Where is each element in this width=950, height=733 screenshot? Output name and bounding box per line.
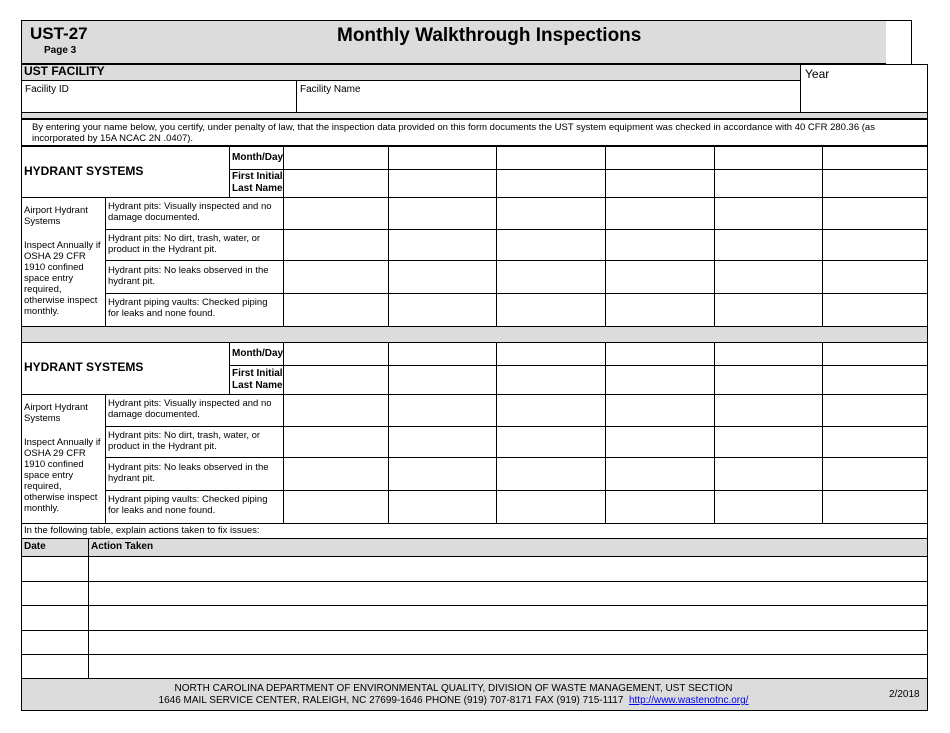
certification-text: By entering your name below, you certify, under penalty of law, that the inspection data provided on this form documents the UST system equipment was checked in accordance with 40 CFR 280.36 (as incorporated by 15A NCAC 2N .0407). <box>32 122 875 144</box>
footer-contact <box>21 695 886 707</box>
facility-name-field[interactable] <box>296 80 801 113</box>
action-column-header: Action Taken <box>91 541 154 552</box>
name-label-line2: Last Name <box>232 380 283 391</box>
inspection-item: Hydrant pits: No leaks observed in the hydrant pit. <box>108 265 269 287</box>
category-line2: Systems <box>24 216 61 227</box>
year-label: Year <box>805 67 830 81</box>
inspection-item: Hydrant pits: No dirt, trash, water, or product in the Hydrant pit. <box>108 233 261 255</box>
facility-name-label: Facility Name <box>300 84 361 95</box>
footer-url-link[interactable]: http://www.wastenotnc.org/ <box>628 695 749 706</box>
name-label-line1: First Initial <box>232 368 283 379</box>
category-line1: Airport Hydrant <box>24 205 88 216</box>
form-revision: 2/2018 <box>889 689 920 700</box>
page-number: Page 3 <box>44 45 77 56</box>
date-column-header: Date <box>24 541 46 552</box>
facility-header-bar <box>21 64 801 80</box>
actions-body[interactable] <box>21 556 928 679</box>
name-label-line1: First Initial <box>232 171 283 182</box>
section-heading: HYDRANT SYSTEMS <box>24 164 144 178</box>
inspection-item: Hydrant pits: No leaks observed in the hydrant pit. <box>108 462 269 484</box>
inspection-item: Hydrant piping vaults: Checked piping for leaks and none found. <box>108 494 268 516</box>
header-top-rule-ext <box>886 20 912 21</box>
footer-agency: NORTH CAROLINA DEPARTMENT OF ENVIRONMENTAL QUALITY, DIVISION OF WASTE MANAGEMENT, UST SECTION <box>174 683 733 694</box>
month-day-label: Month/Day <box>232 348 284 359</box>
inspection-item: Hydrant pits: Visually inspected and no damage documented. <box>108 201 272 223</box>
category-line1: Airport Hydrant <box>24 402 88 413</box>
actions-header-row <box>21 538 928 557</box>
inspection-item: Hydrant piping vaults: Checked piping for leaks and none found. <box>108 297 268 319</box>
facility-id-label: Facility ID <box>25 84 69 95</box>
month-day-label: Month/Day <box>232 152 284 163</box>
section-heading: HYDRANT SYSTEMS <box>24 360 144 374</box>
facility-section-label: UST FACILITY <box>24 64 105 78</box>
inspection-item: Hydrant pits: No dirt, trash, water, or product in the Hydrant pit. <box>108 430 261 452</box>
section-divider <box>21 326 928 343</box>
inspection-frequency: Inspect Annually if OSHA 29 CFR 1910 confined space entry required, otherwise inspect monthly. <box>24 437 101 514</box>
header-right-rule <box>911 20 912 64</box>
form-title: Monthly Walkthrough Inspections <box>337 25 642 46</box>
category-line2: Systems <box>24 413 61 424</box>
footer-address: 1646 MAIL SERVICE CENTER, RALEIGH, NC 27699-1646 PHONE (919) 707-8171 FAX (919) 715-1117 <box>158 695 624 706</box>
actions-instruction: In the following table, explain actions taken to fix issues: <box>24 525 260 536</box>
name-label-line2: Last Name <box>232 183 283 194</box>
inspection-item: Hydrant pits: Visually inspected and no damage documented. <box>108 398 272 420</box>
inspection-frequency: Inspect Annually if OSHA 29 CFR 1910 confined space entry required, otherwise inspect monthly. <box>24 240 101 317</box>
form-code: UST-27 <box>30 24 88 43</box>
